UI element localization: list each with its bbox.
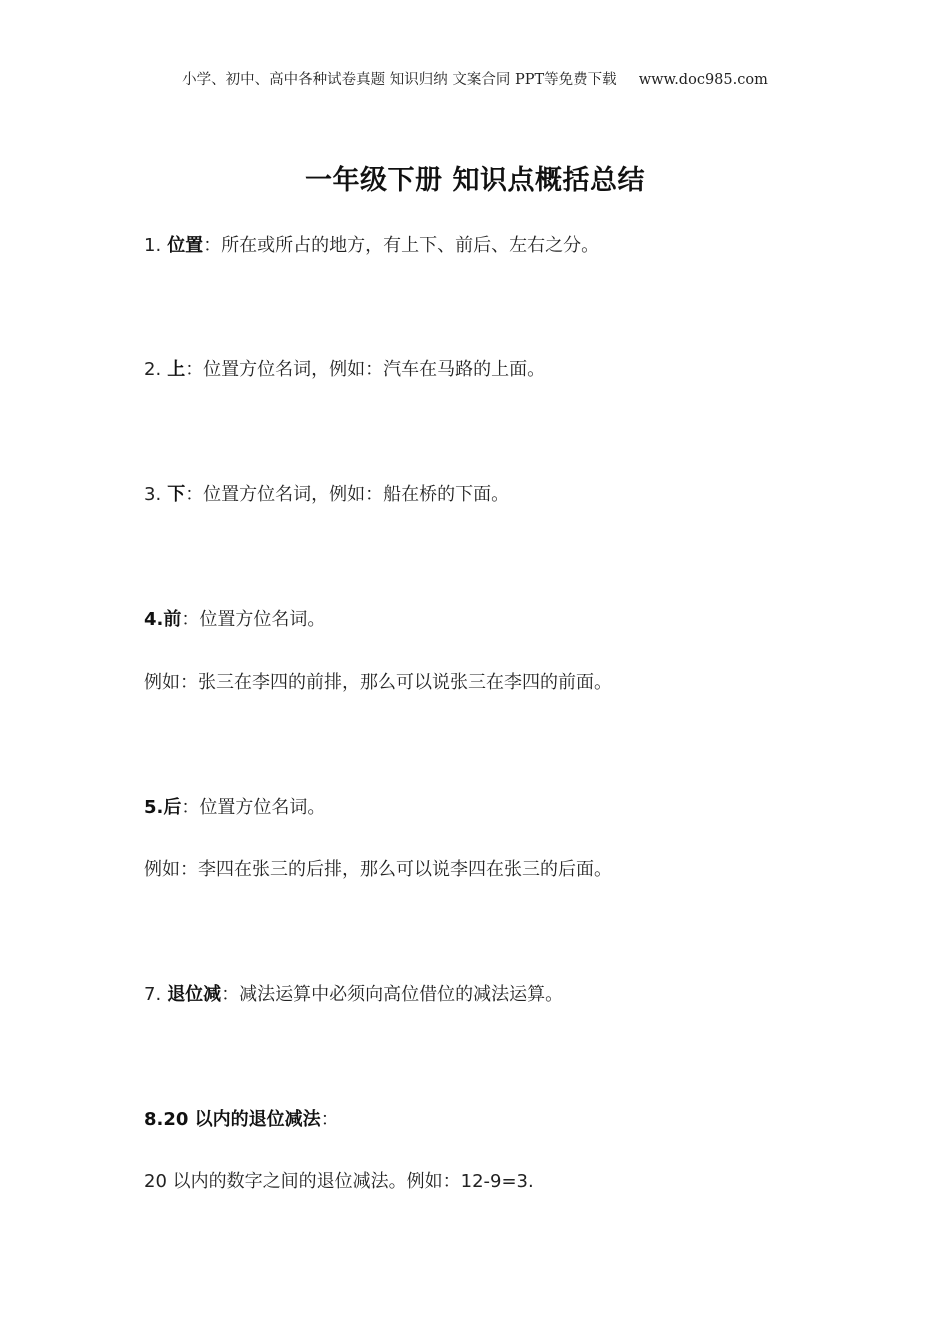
item-term: 5.后	[144, 797, 182, 818]
item-term: 退位减	[167, 984, 222, 1005]
item-borrow-subtraction	[144, 983, 563, 1007]
item-term: 下	[167, 484, 186, 505]
item-text: ：位置方位名词，例如：船在桥的下面。	[185, 484, 510, 505]
item-text: 20 以内的数字之间的退位减法。例如：12-9=3.	[144, 1171, 534, 1192]
item-term: 4.前	[144, 609, 182, 630]
item-text: ：位置方位名词。	[181, 797, 326, 818]
item-down	[144, 483, 509, 507]
item-text: 例如：李四在张三的后排，那么可以说李四在张三的后面。	[144, 859, 612, 880]
item-text: ：减法运算中必须向高位借位的减法运算。	[221, 984, 564, 1005]
item-front-example	[144, 671, 612, 695]
header-text: 小学、初中、高中各种试卷真题 知识归纳 文案合同 PPT等免费下载	[182, 72, 617, 88]
header-site: www.doc985.com	[638, 72, 768, 88]
item-text: ：位置方位名词，例如：汽车在马路的上面。	[185, 359, 546, 380]
item-borrow-within-20	[144, 1108, 339, 1132]
item-position	[144, 234, 599, 258]
item-number: 1.	[144, 235, 162, 256]
item-text: ：位置方位名词。	[181, 609, 326, 630]
item-text: ：所在或所占的地方，有上下、前后、左右之分。	[203, 235, 600, 256]
item-back-example	[144, 858, 612, 882]
item-up	[144, 358, 545, 382]
item-number: 7.	[144, 984, 162, 1005]
item-back	[144, 796, 325, 820]
item-front	[144, 608, 325, 632]
document-title: 一年级下册 知识点概括总结	[305, 165, 645, 196]
item-borrow-within-20-example	[144, 1170, 534, 1194]
item-term: 8.20 以内的退位减法	[144, 1109, 321, 1130]
item-text: ：	[320, 1109, 339, 1130]
item-number: 3.	[144, 484, 162, 505]
item-number: 2.	[144, 359, 162, 380]
page-header	[0, 68, 950, 89]
item-term: 位置	[167, 235, 204, 256]
item-term: 上	[167, 359, 186, 380]
item-text: 例如：张三在李四的前排，那么可以说张三在李四的前面。	[144, 672, 612, 693]
